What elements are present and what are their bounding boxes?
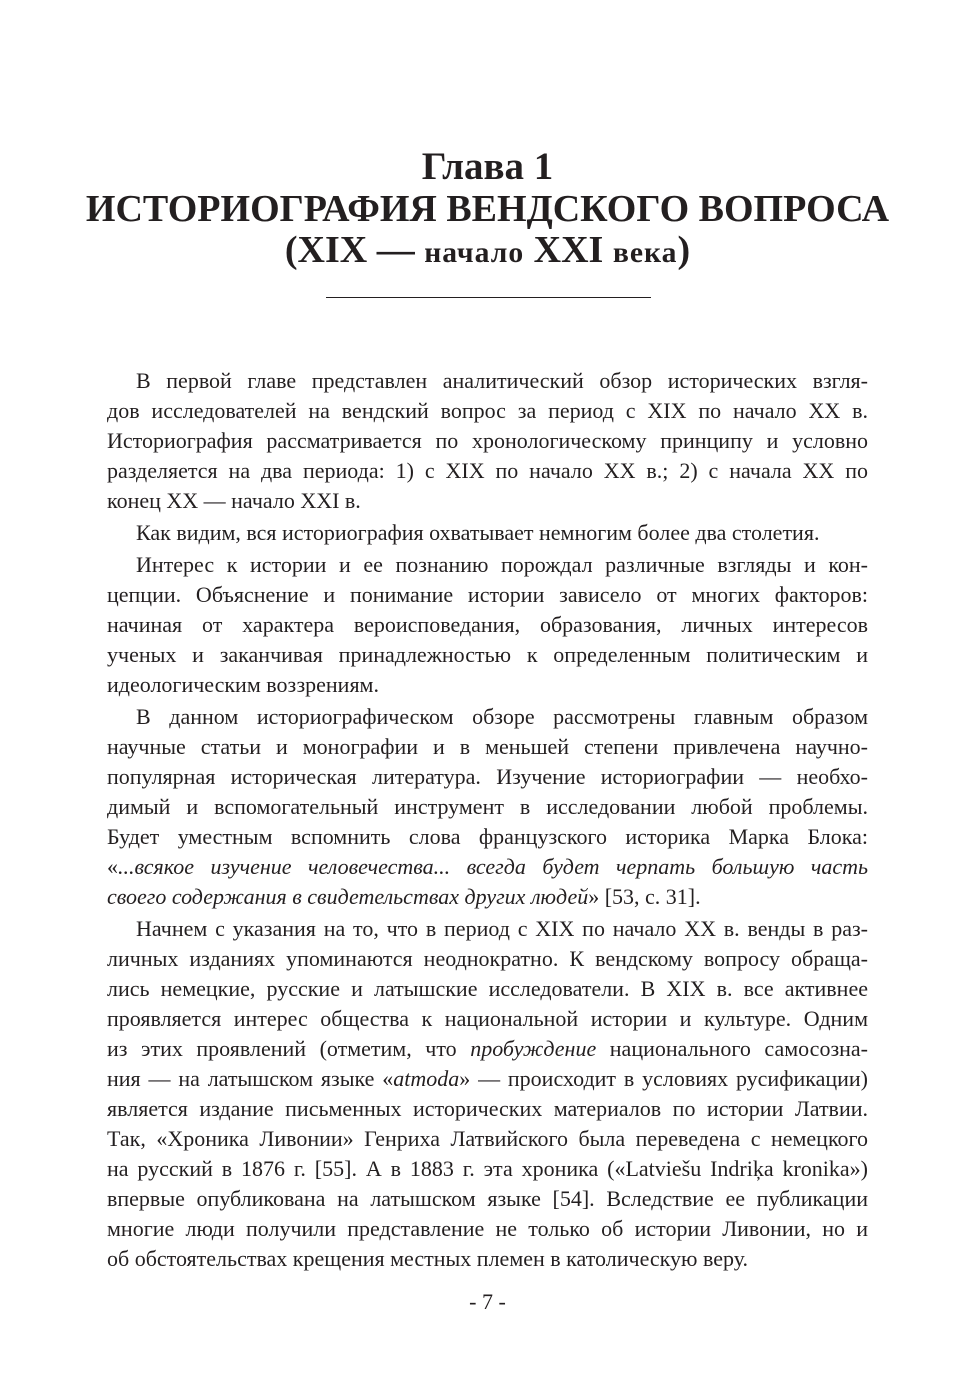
- text-line: [107, 1034, 868, 1064]
- text-line: является издание письменных исторических материалов по истории Латвии.: [107, 1096, 868, 1121]
- text-line: В данном историографическом обзоре рассмотрены главным образом: [136, 704, 868, 729]
- chapter-subtitle: [0, 226, 975, 277]
- text-line: популярная историческая литература. Изучение историографии — необхо-: [107, 764, 868, 789]
- heading-divider: [326, 297, 651, 298]
- text-line: Историография рассматривается по хронологическому принципу и условно: [107, 428, 868, 453]
- text-line: Как видим, вся историография охватывает немногим более два столетия.: [136, 520, 820, 545]
- line-text: » — происходит в условиях русификации): [459, 1066, 868, 1091]
- text-line: лись немецкие, русские и латышские исследователи. В XIX в. все активнее: [107, 976, 868, 1001]
- text-line: В первой главе представлен аналитический обзор исторических взгля-: [136, 368, 868, 393]
- paragraph-4: [107, 702, 868, 912]
- quote-text: ...всякое изучение человечества... всегда будет черпать большую часть: [118, 854, 868, 879]
- quote-citation: [53, с. 31].: [599, 884, 701, 909]
- quote-open-mark: «: [107, 854, 118, 879]
- text-line: на русский в 1876 г. [55]. А в 1883 г. эта хроника («Latviešu Indriķa kronika»): [107, 1156, 868, 1181]
- quote-line: [107, 852, 868, 882]
- text-line: разделяется на два периода: 1) с XIX по начало XX в.; 2) с начала XX по: [107, 458, 868, 483]
- text-line: Так, «Хроника Ливонии» Генриха Латвийского была переведена с немецкого: [107, 1126, 868, 1151]
- line-text: из этих проявлений (отметим, что: [107, 1036, 471, 1061]
- text-line: дов исследователей на вендский вопрос за период с XIX по начало XX в.: [107, 398, 868, 423]
- page-number: - 7 -: [469, 1289, 506, 1314]
- text-line: Начнем с указания на то, что в период с XIX по начало XX в. венды в раз-: [136, 916, 868, 941]
- text-line: димый и вспомогательный инструмент в исследовании любой проблемы.: [107, 794, 868, 819]
- subtitle-end-word: века: [612, 237, 678, 269]
- text-line: цепции. Объяснение и понимание истории зависело от многих факторов:: [107, 582, 868, 607]
- quote-text: своего содержания в свидетельствах других людей: [107, 884, 589, 909]
- text-line: Интерес к истории и ее познанию порождал различные взгляды и кон-: [136, 552, 868, 577]
- text-line: личных изданиях упоминаются неоднократно. К вендскому вопросу обраща-: [107, 946, 868, 971]
- text-line: [107, 1064, 868, 1094]
- paragraph-5: [107, 914, 868, 1274]
- text-line: ученых и заканчивая принадлежностью к определенным политическим и: [107, 642, 868, 667]
- text-line: начиная от характера вероисповедания, образования, личных интересов: [107, 612, 868, 637]
- subtitle-century: XXI: [524, 229, 613, 271]
- quote-line: [107, 882, 868, 912]
- line-text: ния — на латышском языке «: [107, 1066, 394, 1091]
- text-line: конец XX — начало XXI в.: [107, 488, 361, 513]
- emphasis-word: atmoda: [393, 1066, 460, 1091]
- text-line: проявляется интерес общества к национальной истории и культуре. Одним: [107, 1006, 868, 1031]
- subtitle-close: ): [677, 229, 691, 271]
- subtitle-start-word: начало: [424, 237, 525, 269]
- quote-close-mark: »: [588, 884, 600, 909]
- paragraph-1: [107, 366, 868, 516]
- chapter-title: ИСТОРИОГРАФИЯ ВЕНДСКОГО ВОПРОСА: [85, 188, 890, 230]
- text-line: научные статьи и монографии и в меньшей степени привлечена научно-: [107, 734, 868, 759]
- text-line: многие люди получили представление не только об истории Ливонии, но и: [107, 1216, 868, 1241]
- text-line: об обстоятельствах крещения местных племен в католическую веру.: [107, 1246, 748, 1271]
- subtitle-open: (XIX —: [284, 229, 425, 271]
- body-text: [107, 366, 868, 1274]
- text-line: Будет уместным вспомнить слова французского историка Марка Блока:: [107, 824, 868, 849]
- chapter-label: Глава 1: [421, 145, 554, 188]
- paragraph-2: [107, 518, 868, 548]
- text-line: идеологическим воззрениям.: [107, 672, 379, 697]
- text-line: впервые опубликована на латышском языке [54]. Вследствие ее публикации: [107, 1186, 868, 1211]
- emphasis-word: пробуждение: [470, 1036, 597, 1061]
- paragraph-3: [107, 550, 868, 700]
- line-text: национального самосозна-: [596, 1036, 868, 1061]
